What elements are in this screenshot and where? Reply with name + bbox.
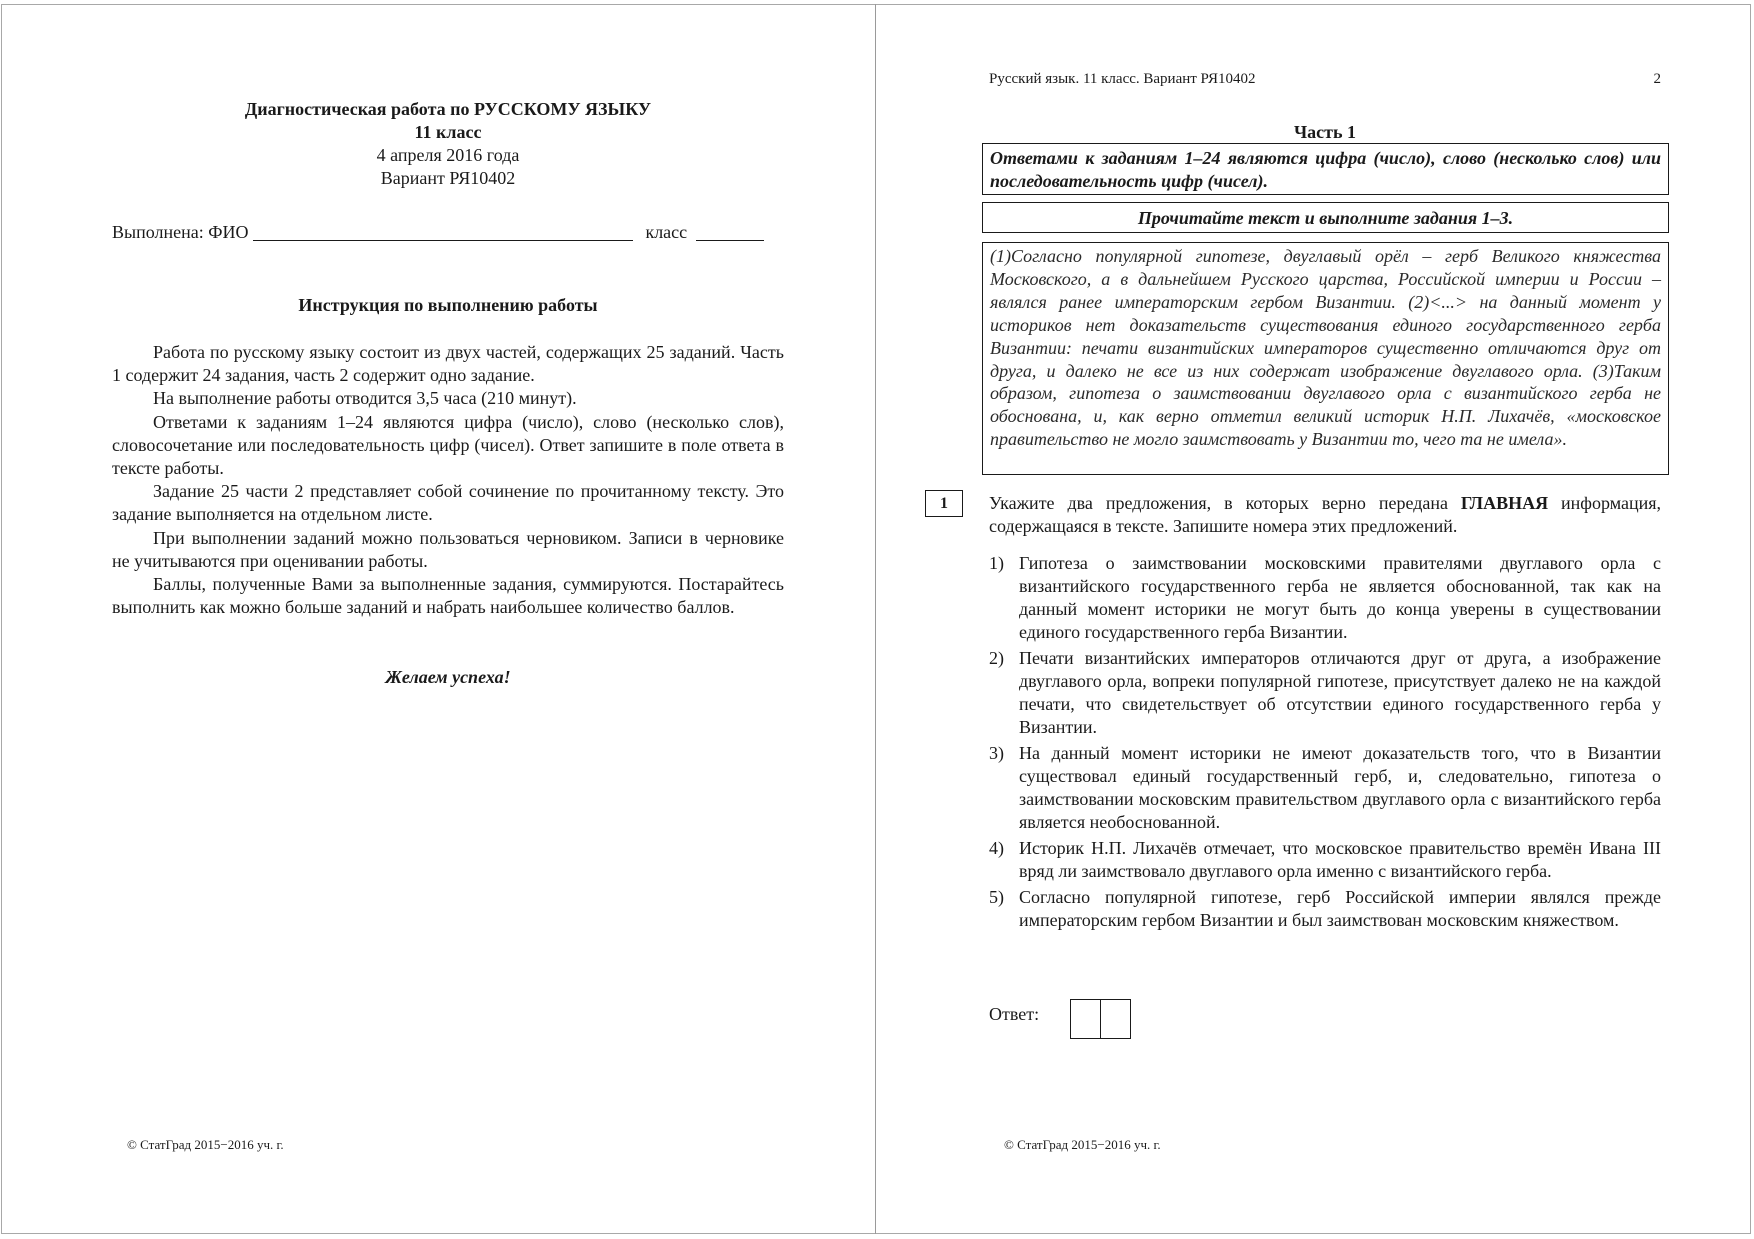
instructions-body xyxy=(112,341,784,619)
variant-label: Вариант РЯ10402 xyxy=(380,168,516,188)
header-title: Русский язык. 11 класс. Вариант РЯ10402 xyxy=(989,71,1256,87)
instruction-paragraph: Задание 25 части 2 представляет собой сочинение по прочитанному тексту. Это задание выполняется на отдельном листе. xyxy=(112,481,784,525)
class-label: класс xyxy=(645,222,688,242)
question-text-end: информация, содержащаяся в тексте. Запишите номера этих предложений. xyxy=(989,493,1661,536)
option-item xyxy=(989,742,1661,834)
option-text: Гипотеза о заимствовании московскими правителями двуглавого орла с византийского государственного герба не является обоснованной, так как на данный момент историки не могут быть до конца уверены в существовании единого государственного герба Византии. xyxy=(1019,553,1661,642)
footer-copyright: © СтатГрад 2015−2016 уч. г. xyxy=(1004,1137,1161,1152)
option-number: 5) xyxy=(989,887,1004,907)
task-number-badge: 1 xyxy=(925,490,963,517)
wish-text: Желаем успеха! xyxy=(385,667,511,687)
option-number: 4) xyxy=(989,838,1004,858)
option-text: Печати византийских императоров отличаются друг от друга, а изображение двуглавого орла, вопреки популярной гипотезе, присутствует далеко не на каждой печати, что свидетельствует об отсутствии единого государственного герба у Византии. xyxy=(1019,648,1661,737)
running-header xyxy=(989,70,1661,88)
instructions-heading: Инструкция по выполнению работы xyxy=(298,295,598,315)
answer-cell[interactable] xyxy=(1071,1000,1100,1038)
option-item xyxy=(989,552,1661,644)
instruction-paragraph: На выполнение работы отводится 3,5 часа (210 минут). xyxy=(153,388,577,409)
option-number: 3) xyxy=(989,743,1004,763)
right-page xyxy=(876,0,1754,1239)
fio-field[interactable] xyxy=(253,222,633,241)
fio-label: Выполнена: ФИО xyxy=(112,222,249,242)
passage-box: (1)Согласно популярной гипотезе, двуглавый орёл – герб Великого княжества Московского, а в дальнейшем Русского царства, Российской империи и России – являлся ранее императорским гербом Византии. (2)<...> на данный момент у историков нет доказательств существования единого государственного герба Византии: печати византийских императоров существенно отличаются друг от друга, и далеко не все из них содержат изображение двуглавого орла. (3)Таким образом, гипотеза о заимствовании двуглавого орла с византийского герба не обоснована, и, как верно отметил великий историк Н.П. Лихачёв, «московское правительство не могло заимствовать у Византии то, чего та не имела». xyxy=(982,242,1669,475)
date-label: 4 апреля 2016 года xyxy=(376,145,520,165)
option-number: 2) xyxy=(989,648,1004,668)
question-highlight: ГЛАВНАЯ xyxy=(1460,493,1549,513)
page-number: 2 xyxy=(1653,71,1661,87)
option-text: На данный момент историки не имеют доказательств того, что в Византии существовал единый государственный герб, и, следовательно, гипотеза о заимствовании московским правительством двуглавого орла с византийского герба является необоснованной. xyxy=(1019,743,1661,832)
instruction-paragraph: При выполнении заданий можно пользоваться черновиком. Записи в черновике не учитываются при оценивании работы. xyxy=(112,527,784,571)
document-title: Диагностическая работа по РУССКОМУ ЯЗЫКУ xyxy=(244,99,652,119)
answer-cell[interactable] xyxy=(1100,1000,1130,1038)
task-question xyxy=(989,492,1661,538)
option-number: 1) xyxy=(989,553,1004,573)
option-item xyxy=(989,886,1661,932)
option-item xyxy=(989,647,1661,739)
question-text-start: Укажите два предложения, в которых верно передана xyxy=(989,493,1461,513)
answer-field xyxy=(1070,999,1131,1039)
option-item xyxy=(989,837,1661,883)
part-title: Часть 1 xyxy=(1293,122,1357,142)
footer-copyright: © СтатГрад 2015−2016 уч. г. xyxy=(127,1137,284,1152)
title-block xyxy=(112,98,784,190)
answer-note-box: Ответами к заданиям 1–24 являются цифра (число), слово (несколько слов) или последовательность цифр (чисел). xyxy=(982,143,1669,195)
answer-options xyxy=(989,552,1661,935)
answer-label: Ответ: xyxy=(989,1004,1040,1024)
class-field[interactable] xyxy=(696,222,764,241)
option-text: Согласно популярной гипотезе, герб Российской империи являлся прежде императорским гербом Византии и был заимствован московским княжеством. xyxy=(1019,887,1661,930)
instruction-paragraph: Ответами к заданиям 1–24 являются цифра (число), слово (несколько слов), словосочетание или последовательность цифр (чисел). Ответ запишите в поле ответа в тексте работы. xyxy=(112,411,784,479)
grade-label: 11 класс xyxy=(414,122,482,142)
read-task-box: Прочитайте текст и выполните задания 1–3. xyxy=(982,202,1669,233)
option-text: Историк Н.П. Лихачёв отмечает, что московское правительство времён Ивана III вряд ли заимствовало двуглавого орла именно с византийского герба. xyxy=(1019,838,1661,881)
left-page xyxy=(0,0,875,1239)
instruction-paragraph: Работа по русскому языку состоит из двух частей, содержащих 25 заданий. Часть 1 содержит 24 задания, часть 2 содержит одно задание. xyxy=(112,342,784,386)
fio-line xyxy=(112,219,784,244)
instruction-paragraph: Баллы, полученные Вами за выполненные задания, суммируются. Постарайтесь выполнить как можно больше заданий и набрать наибольшее количество баллов. xyxy=(112,574,784,618)
